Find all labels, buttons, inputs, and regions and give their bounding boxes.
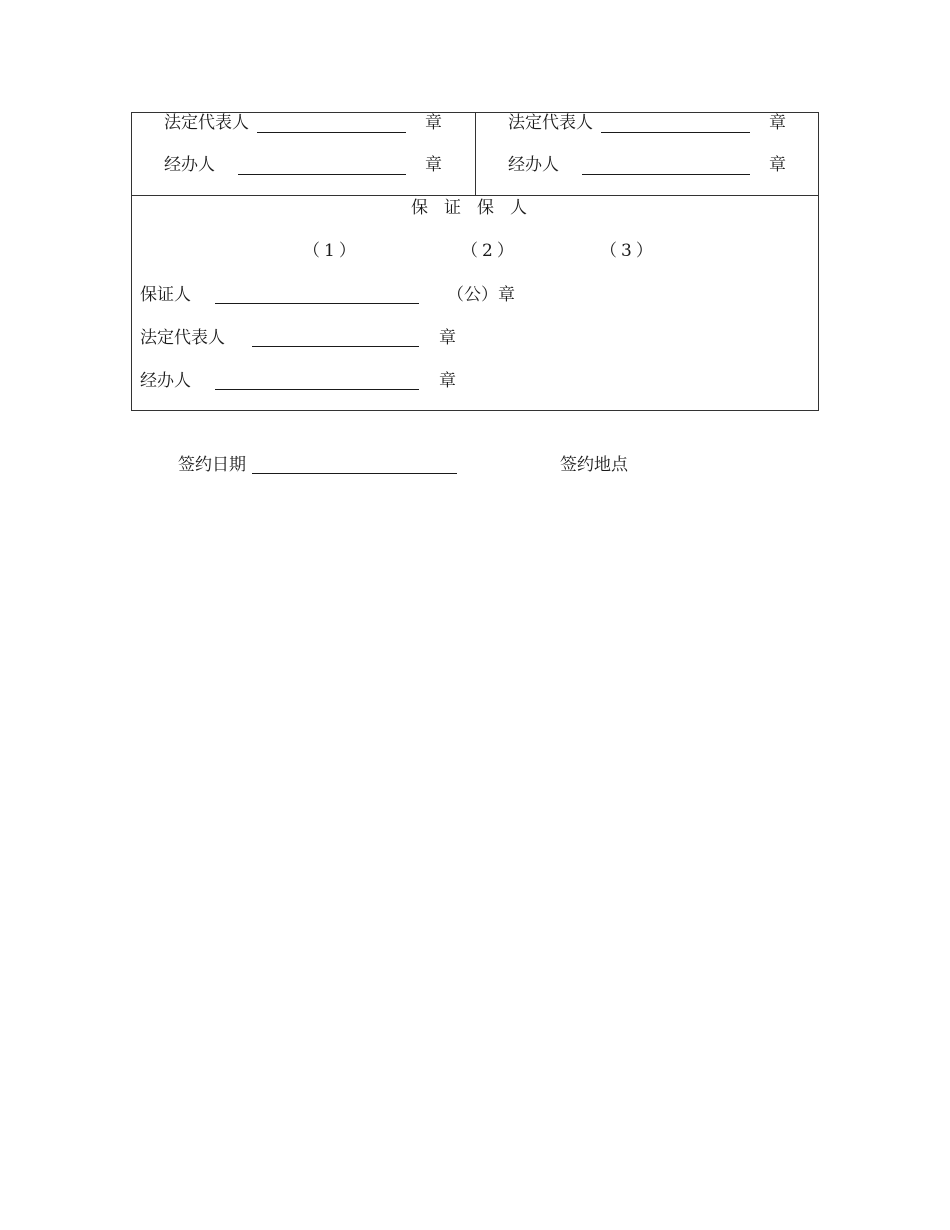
- right-legal-rep-seal: 章: [769, 113, 786, 133]
- right-legal-rep-signature-line: [601, 132, 750, 133]
- signing-date-line: [252, 473, 457, 474]
- left-legal-rep-seal: 章: [425, 113, 442, 133]
- left-legal-rep-signature-line: [257, 132, 406, 133]
- guarantor-label: 保证人: [140, 285, 191, 305]
- guarantor-handler-signature-line: [215, 389, 419, 390]
- guarantor-handler-label: 经办人: [140, 371, 191, 391]
- guarantor-column-1: （1）: [303, 241, 360, 261]
- right-legal-rep-label: 法定代表人: [508, 113, 593, 133]
- guarantor-column-2: （2）: [461, 241, 518, 261]
- guarantor-column-3: （3）: [600, 241, 657, 261]
- guarantor-heading: 保证保人: [411, 198, 543, 218]
- table-column-divider: [475, 112, 476, 196]
- right-handler-signature-line: [582, 174, 750, 175]
- signing-date-label: 签约日期: [178, 455, 246, 475]
- guarantor-legal-rep-signature-line: [252, 346, 419, 347]
- left-handler-label: 经办人: [164, 155, 215, 175]
- guarantor-legal-rep-label: 法定代表人: [140, 328, 225, 348]
- left-legal-rep-label: 法定代表人: [164, 113, 249, 133]
- left-handler-signature-line: [238, 174, 406, 175]
- guarantor-handler-seal: 章: [439, 371, 456, 391]
- signing-place-label: 签约地点: [560, 455, 628, 475]
- right-handler-label: 经办人: [508, 155, 559, 175]
- left-handler-seal: 章: [425, 155, 442, 175]
- right-handler-seal: 章: [769, 155, 786, 175]
- table-row-divider: [131, 195, 819, 196]
- guarantor-legal-rep-seal: 章: [439, 328, 456, 348]
- guarantor-seal: （公）章: [447, 285, 515, 305]
- guarantor-signature-line: [215, 303, 419, 304]
